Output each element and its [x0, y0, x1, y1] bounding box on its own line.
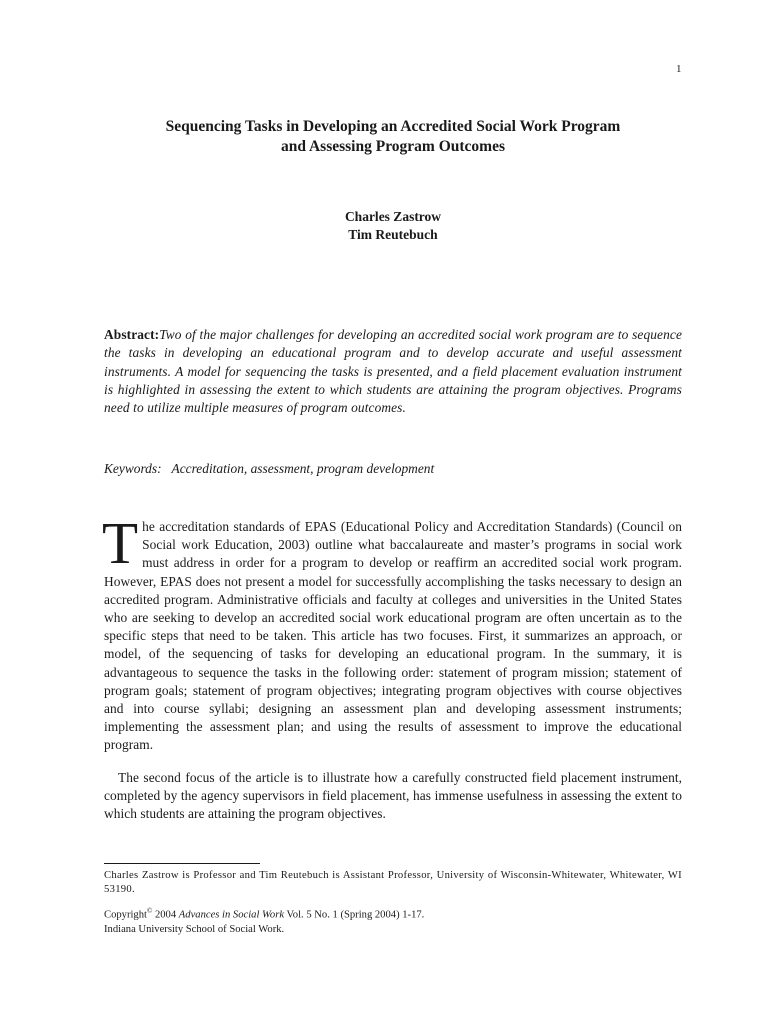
- footnote-divider: [104, 863, 260, 864]
- keywords: [104, 461, 682, 477]
- copyright-line: [104, 904, 682, 923]
- copyright-prefix: Copyright: [104, 909, 147, 921]
- abstract-text: Two of the major challenges for developing an accredited social work program are to sequence the tasks in developing an educational program and to develop accurate and useful assessment instruments. A model for sequencing the tasks is presented, and a field placement evaluation instrument is highlighted in assessing the extent to which students are attaining the program objectives. Programs need to utilize multiple measures of program outcomes.: [104, 327, 682, 416]
- page-number: 1: [676, 63, 682, 75]
- copyright-year: 2004: [154, 909, 177, 921]
- copyright-symbol: ©: [146, 907, 153, 915]
- body-paragraph: [102, 510, 682, 755]
- title-line-2: and Assessing Program Outcomes: [280, 138, 506, 155]
- article-body: [102, 510, 682, 823]
- citation: Vol. 5 No. 1 (Spring 2004) 1-17.: [286, 909, 425, 921]
- title-line-1: Sequencing Tasks in Developing an Accredited Social Work Program: [165, 118, 621, 135]
- drop-cap: T: [102, 510, 139, 576]
- journal-name: Advances in Social Work: [178, 909, 285, 921]
- publisher: Indiana University School of Social Work.: [104, 923, 285, 935]
- author-name: Tim Reutebuch: [348, 227, 438, 242]
- author-name: Charles Zastrow: [344, 209, 442, 224]
- paragraph-text: he accreditation standards of EPAS (Educational Policy and Accreditation Standards) (Council on Social work Education, 2003) outline what baccalaureate and master’s programs in social work must address in order for a program to develop or reaffirm an accredited social work program. However, EPAS does not present a model for successfully accomplishing the tasks necessary to design an accredited program. Administrative officials and faculty at colleges and universities in the United States who are seeking to develop an accredited social work educational program are often uncertain as to the specific steps that need to be taken. This article has two focuses. First, it summarizes an approach, or model, of the sequencing of tasks for developing an educational program. In the summary, it is advantageous to sequence the tasks in the following order: statement of program mission; statement of program goals; statement of program objectives; integrating program objectives with course objectives and into course syllabi; designing an assessment plan and developing assessment instruments; implementing the assessment plan; and using the results of assessment to improve the educational program.: [104, 519, 682, 753]
- keywords-label: Keywords:: [104, 461, 162, 476]
- abstract: [104, 326, 682, 417]
- author-list: [104, 208, 682, 244]
- keywords-text: Accreditation, assessment, program development: [171, 461, 435, 476]
- article-title: [104, 117, 682, 157]
- body-paragraph: The second focus of the article is to illustrate how a carefully constructed field placement instrument, completed by the agency supervisors in field placement, has immense usefulness in assessing the extent to which students are attaining the program objectives.: [104, 769, 682, 822]
- copyright-notice: [104, 904, 682, 937]
- author-footnote: Charles Zastrow is Professor and Tim Reutebuch is Assistant Professor, University of Wisconsin-Whitewater, Whitewater, WI 53190.: [104, 870, 682, 895]
- abstract-label: Abstract:: [104, 327, 160, 342]
